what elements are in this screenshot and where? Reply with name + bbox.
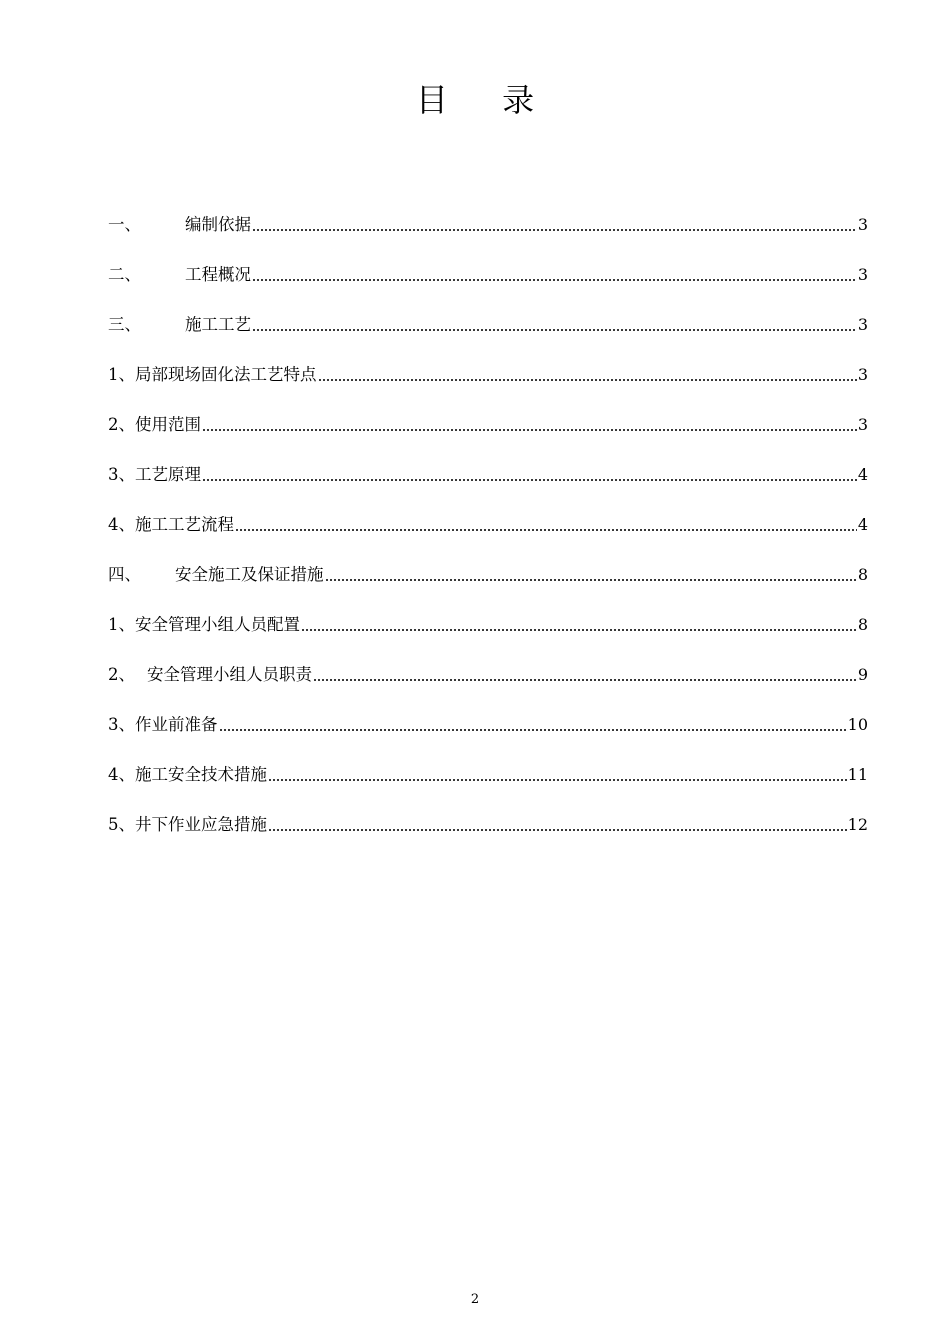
toc-entry-page: 8 xyxy=(857,565,868,584)
toc-entry-number: 一、 xyxy=(108,215,141,234)
toc-entry[interactable] xyxy=(108,636,868,686)
toc-entry[interactable] xyxy=(108,186,868,236)
toc-entry-page: 8 xyxy=(857,615,868,634)
toc-entry-title: 安全管理小组人员配置 xyxy=(135,615,300,634)
toc-entry[interactable] xyxy=(108,536,868,586)
toc-entry-title: 安全管理小组人员职责 xyxy=(147,665,312,684)
toc-dot-leader xyxy=(252,276,857,282)
toc-entry-title: 使用范围 xyxy=(135,415,201,434)
toc-entry-page: 3 xyxy=(857,365,868,384)
toc-entry-number: 4、 xyxy=(108,765,135,784)
toc-entry-page: 4 xyxy=(857,515,868,534)
toc-dot-leader xyxy=(252,326,857,332)
toc-entry-title: 工程概况 xyxy=(185,265,251,284)
toc-entry-title: 局部现场固化法工艺特点 xyxy=(135,365,317,384)
toc-dot-leader xyxy=(202,476,857,482)
toc-entry-number: 3、 xyxy=(108,715,135,734)
toc-dot-leader xyxy=(235,526,857,532)
toc-entry-title: 井下作业应急措施 xyxy=(135,815,267,834)
toc-dot-leader xyxy=(325,576,857,582)
toc-entry-number: 2、 xyxy=(108,665,135,684)
toc-entry-title: 施工安全技术措施 xyxy=(135,765,267,784)
toc-entry[interactable] xyxy=(108,336,868,386)
toc-entry-title: 工艺原理 xyxy=(135,465,201,484)
table-of-contents xyxy=(108,186,868,836)
toc-entry-page: 3 xyxy=(857,415,868,434)
toc-dot-leader xyxy=(268,776,847,782)
toc-entry[interactable] xyxy=(108,386,868,436)
toc-entry[interactable] xyxy=(108,486,868,536)
toc-entry-title: 施工工艺流程 xyxy=(135,515,234,534)
toc-entry[interactable] xyxy=(108,736,868,786)
toc-entry-page: 4 xyxy=(857,465,868,484)
toc-entry-number: 四、 xyxy=(108,565,141,584)
toc-entry-page: 12 xyxy=(847,815,868,834)
toc-dot-leader xyxy=(301,626,857,632)
page-number: 2 xyxy=(470,1292,480,1307)
toc-entry-page: 10 xyxy=(847,715,868,734)
toc-entry-number: 二、 xyxy=(108,265,141,284)
toc-dot-leader xyxy=(313,676,857,682)
toc-title: 目 录 xyxy=(415,81,557,119)
toc-entry-number: 2、 xyxy=(108,415,135,434)
toc-entry-title: 安全施工及保证措施 xyxy=(175,565,324,584)
toc-entry-number: 1、 xyxy=(108,615,135,634)
toc-entry-page: 11 xyxy=(847,765,868,784)
toc-entry-number: 4、 xyxy=(108,515,135,534)
toc-dot-leader xyxy=(202,426,857,432)
toc-entry-title: 作业前准备 xyxy=(135,715,218,734)
toc-entry-number: 1、 xyxy=(108,365,135,384)
toc-entry[interactable] xyxy=(108,236,868,286)
toc-entry-page: 3 xyxy=(857,265,868,284)
toc-entry-title: 编制依据 xyxy=(185,215,251,234)
toc-entry-number: 三、 xyxy=(108,315,141,334)
toc-dot-leader xyxy=(268,826,847,832)
toc-entry[interactable] xyxy=(108,686,868,736)
toc-entry[interactable] xyxy=(108,786,868,836)
toc-dot-leader xyxy=(219,726,847,732)
toc-entry-title: 施工工艺 xyxy=(185,315,251,334)
toc-dot-leader xyxy=(252,226,857,232)
toc-entry-number: 5、 xyxy=(108,815,135,834)
toc-entry[interactable] xyxy=(108,586,868,636)
toc-dot-leader xyxy=(318,376,857,382)
toc-entry-page: 3 xyxy=(857,315,868,334)
toc-entry-page: 3 xyxy=(857,215,868,234)
toc-entry[interactable] xyxy=(108,286,868,336)
toc-entry-number: 3、 xyxy=(108,465,135,484)
toc-entry-page: 9 xyxy=(857,665,868,684)
toc-entry[interactable] xyxy=(108,436,868,486)
